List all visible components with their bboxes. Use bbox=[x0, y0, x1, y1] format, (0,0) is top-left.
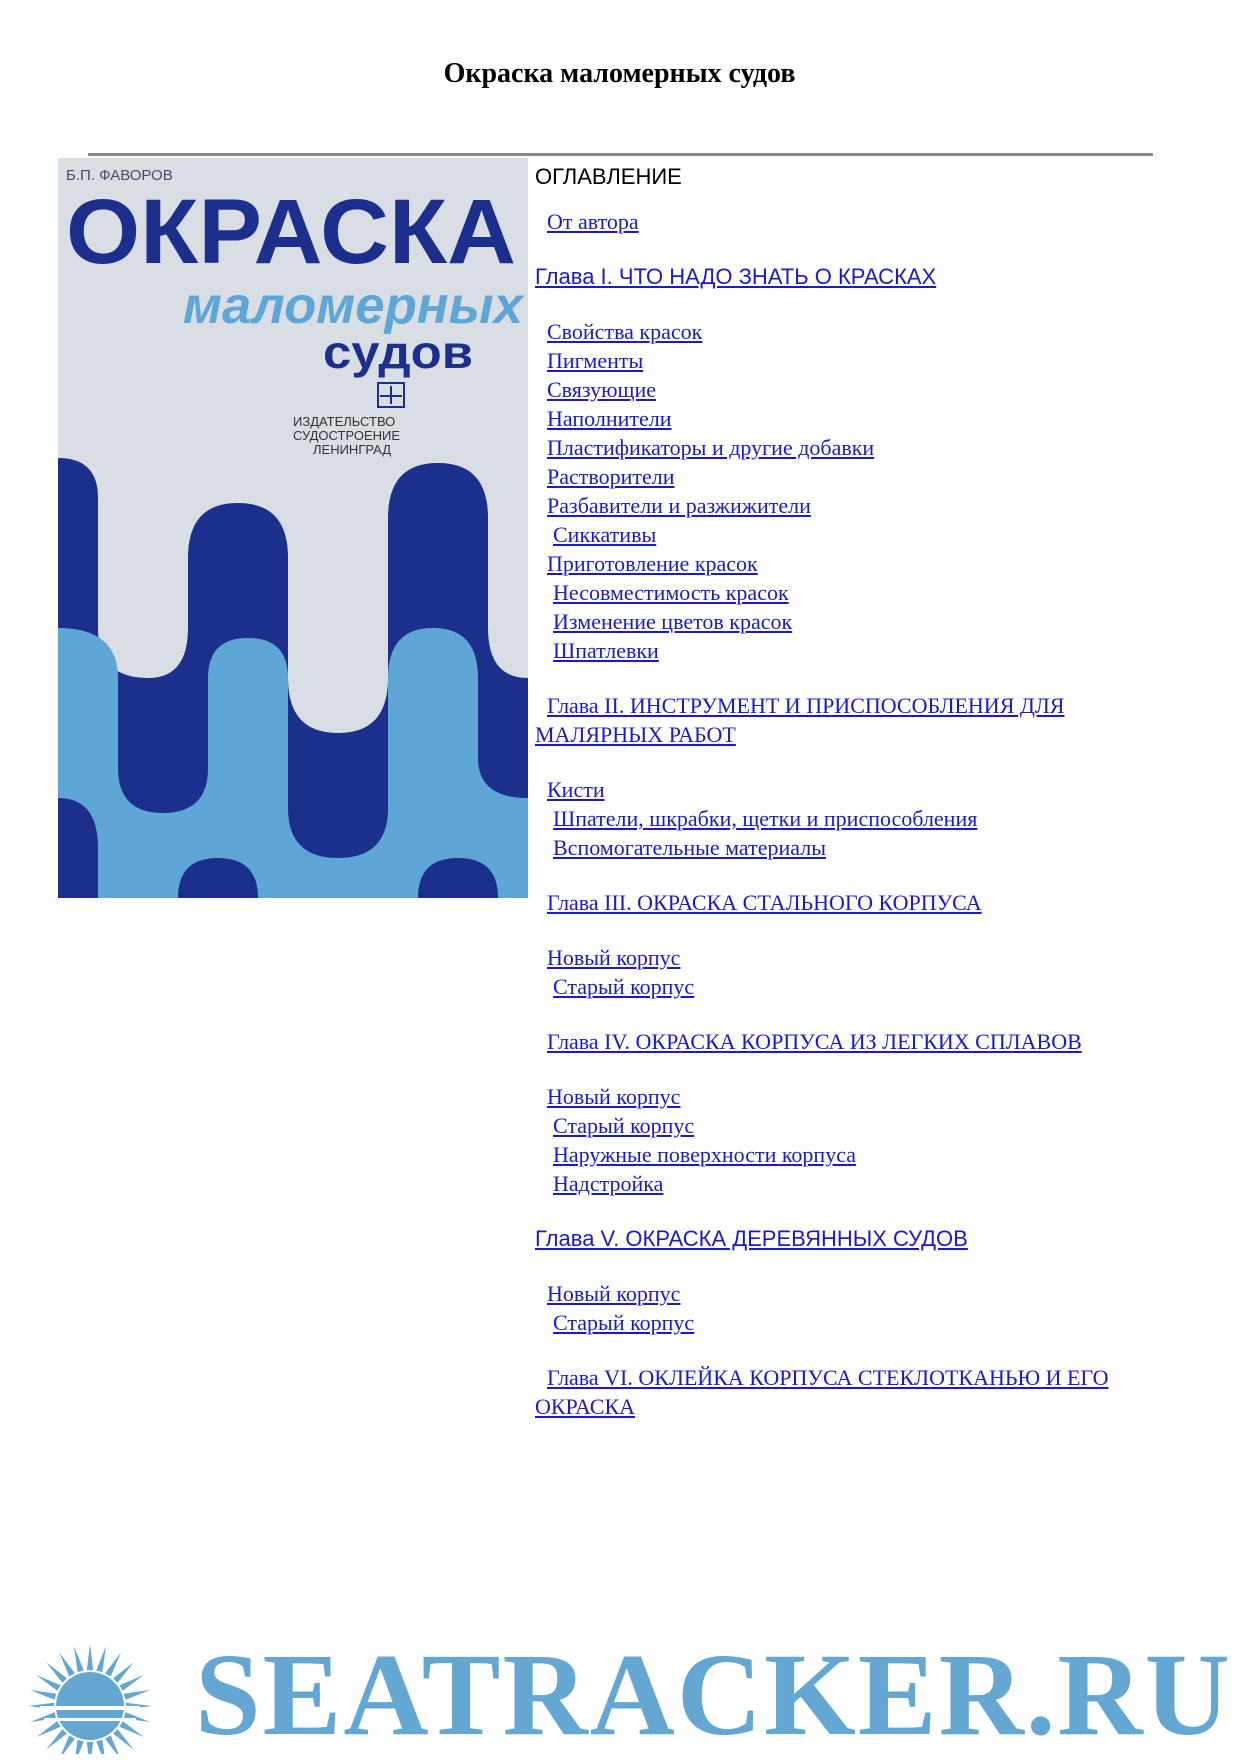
toc-item[interactable]: Изменение цветов красок bbox=[553, 609, 793, 634]
cover-title-line2: маломерных bbox=[183, 277, 526, 335]
sun-ray bbox=[59, 1652, 75, 1676]
toc-item[interactable]: Надстройка bbox=[553, 1171, 664, 1196]
toc-item[interactable]: Новый корпус bbox=[547, 1281, 681, 1306]
cover-title-line3: судов bbox=[323, 326, 473, 378]
toc-item[interactable]: Разбавители и разжижители bbox=[547, 493, 811, 518]
toc-item[interactable]: Вспомогательные материалы bbox=[553, 835, 826, 860]
toc-item[interactable]: Новый корпус bbox=[547, 1084, 681, 1109]
cover-author: Б.П. ФАВОРОВ bbox=[66, 167, 173, 184]
sun-ray bbox=[46, 1729, 67, 1750]
sun-ray bbox=[36, 1721, 60, 1737]
sun-ray bbox=[96, 1646, 106, 1672]
sun-ray bbox=[46, 1662, 67, 1683]
toc-item[interactable]: Наружные поверхности корпуса bbox=[553, 1142, 857, 1167]
toc-chapter-1-items bbox=[535, 317, 1175, 665]
toc-item[interactable]: Пластификаторы и другие добавки bbox=[547, 435, 875, 460]
toc-chapter-1[interactable]: Глава I. ЧТО НАДО ЗНАТЬ О КРАСКАХ bbox=[535, 264, 937, 289]
sun-ray bbox=[124, 1690, 150, 1700]
page-title: Окраска маломерных судов bbox=[443, 58, 796, 89]
toc-item[interactable]: Приготовление красок bbox=[547, 551, 758, 576]
sun-ray bbox=[30, 1690, 56, 1700]
toc-item[interactable]: Растворители bbox=[547, 464, 675, 489]
cover-publisher-1: ИЗДАТЕЛЬСТВО bbox=[293, 414, 396, 429]
toc-chapter-2-items bbox=[535, 775, 1175, 862]
sun-ray bbox=[59, 1735, 75, 1754]
cover-title-line1: ОКРАСКА bbox=[66, 181, 516, 283]
sun-ray bbox=[74, 1740, 84, 1754]
toc-item[interactable]: Старый корпус bbox=[553, 1113, 695, 1138]
toc-item[interactable]: Свойства красок bbox=[547, 319, 703, 344]
toc-chapter-5-items bbox=[535, 1279, 1175, 1337]
toc-chapter-4-items bbox=[535, 1082, 1175, 1198]
sun-ray bbox=[36, 1675, 60, 1691]
sun-ray bbox=[113, 1729, 134, 1750]
toc-item[interactable]: Старый корпус bbox=[553, 974, 695, 999]
toc-item[interactable]: Старый корпус bbox=[553, 1310, 695, 1335]
toc-link-intro[interactable]: От автора bbox=[547, 209, 639, 234]
toc-item[interactable]: Кисти bbox=[547, 777, 605, 802]
cover-publisher-2: СУДОСТРОЕНИЕ bbox=[293, 428, 401, 443]
toc-chapter-4[interactable]: Глава IV. ОКРАСКА КОРПУСА ИЗ ЛЕГКИХ СПЛАВОВ bbox=[547, 1029, 1082, 1054]
sun-ray bbox=[87, 1644, 93, 1670]
sun-ray bbox=[113, 1662, 134, 1683]
toc-item[interactable]: Несовместимость красок bbox=[553, 580, 789, 605]
sun-ray bbox=[74, 1646, 84, 1672]
sun-ray bbox=[96, 1740, 106, 1754]
sun-ray bbox=[119, 1721, 143, 1737]
toc-item[interactable]: Шпатели, шкрабки, щетки и приспособления bbox=[553, 806, 978, 831]
toc-item[interactable]: Шпатлевки bbox=[553, 638, 659, 663]
toc-heading: ОГЛАВЛЕНИЕ bbox=[535, 164, 682, 189]
toc-chapter-6[interactable]: Глава VI. ОКЛЕЙКА КОРПУСА СТЕКЛОТКАНЬЮ И ЕГО ОКРАСКА bbox=[535, 1365, 1109, 1419]
sun-icon bbox=[0, 1640, 190, 1754]
table-of-contents bbox=[535, 158, 1175, 1447]
title-divider bbox=[88, 153, 1153, 156]
toc-item[interactable]: Наполнители bbox=[547, 406, 672, 431]
toc-chapter-3-items bbox=[535, 943, 1175, 1001]
toc-chapter-2[interactable]: Глава II. ИНСТРУМЕНТ И ПРИСПОСОБЛЕНИЯ ДЛЯ МАЛЯРНЫХ РАБОТ bbox=[535, 693, 1065, 747]
sun-ray bbox=[87, 1742, 93, 1754]
sun-ray bbox=[105, 1652, 121, 1676]
cover-publisher-3: ЛЕНИНГРАД bbox=[313, 442, 392, 457]
toc-item[interactable]: Связующие bbox=[547, 377, 657, 402]
toc-chapter-3[interactable]: Глава III. ОКРАСКА СТАЛЬНОГО КОРПУСА bbox=[547, 890, 982, 915]
sun-ray bbox=[119, 1675, 143, 1691]
toc-item[interactable]: Сиккативы bbox=[553, 522, 657, 547]
toc-chapter-5[interactable]: Глава V. ОКРАСКА ДЕРЕВЯННЫХ СУДОВ bbox=[535, 1226, 968, 1251]
book-cover-image bbox=[58, 158, 528, 898]
toc-item[interactable]: Пигменты bbox=[547, 348, 644, 373]
brand-name: SEATRACKER.RU bbox=[195, 1629, 1232, 1760]
toc-item[interactable]: Новый корпус bbox=[547, 945, 681, 970]
footer-brand-logo bbox=[0, 1629, 1239, 1760]
sun-ray bbox=[105, 1735, 121, 1754]
